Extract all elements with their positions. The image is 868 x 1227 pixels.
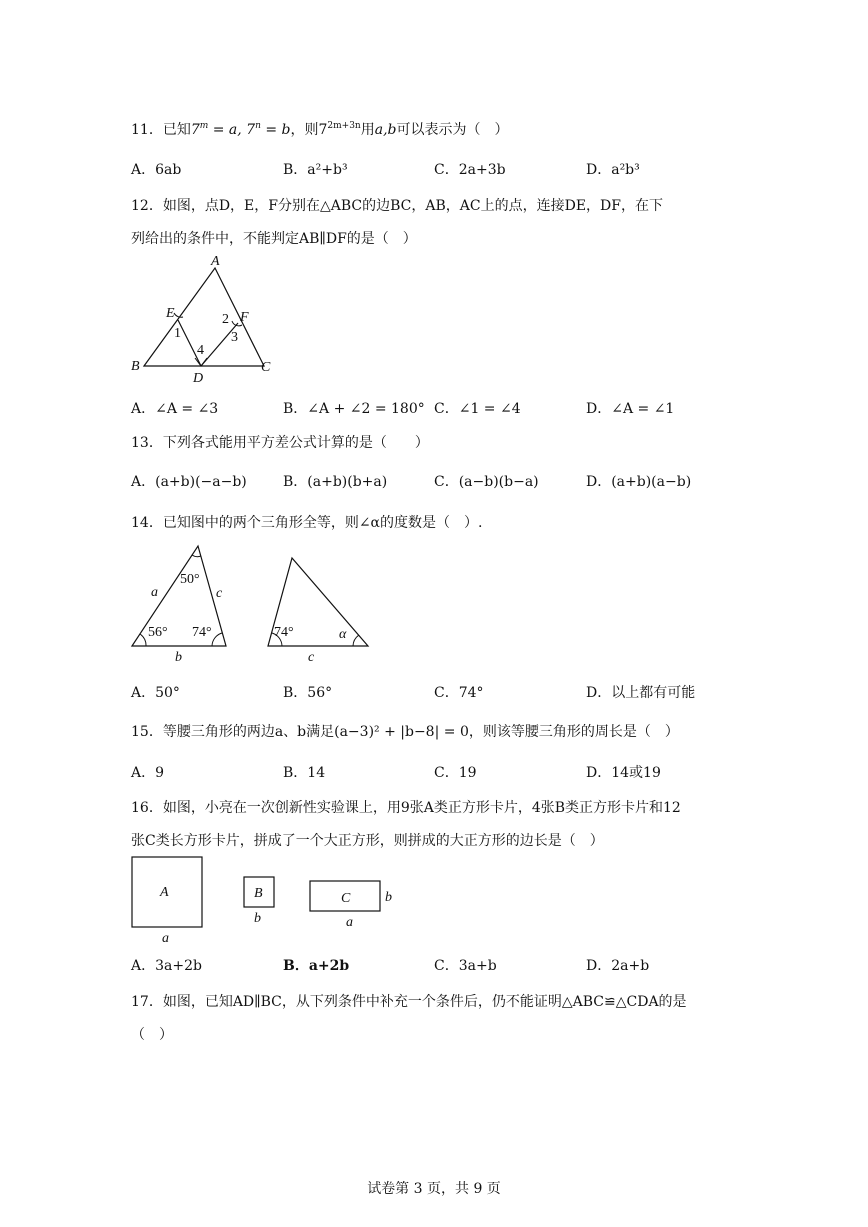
q13-option-d[interactable]: D．(a+b)(a−b) bbox=[586, 474, 692, 490]
q12-option-c[interactable]: C．∠1 = ∠4 bbox=[434, 401, 521, 417]
q16-option-c[interactable]: C．3a+b bbox=[434, 958, 497, 974]
q12-label-2: 2 bbox=[222, 312, 229, 327]
q14-t1-side-c: c bbox=[216, 586, 223, 601]
q11-exp-m: m bbox=[199, 121, 209, 131]
q12-label-a: A bbox=[211, 254, 220, 269]
q16-stem-line2: 张C类长方形卡片，拼成了一个大正方形，则拼成的大正方形的边长是（ ） bbox=[131, 833, 604, 849]
q15-option-d[interactable]: D．14或19 bbox=[586, 765, 661, 781]
q16-option-a[interactable]: A．3a+2b bbox=[131, 958, 202, 974]
q12-label-f: F bbox=[240, 310, 249, 325]
q14-t1-arc-br bbox=[212, 633, 222, 646]
q16-option-d[interactable]: D．2a+b bbox=[586, 958, 650, 974]
q11-base-2: 7 bbox=[318, 122, 328, 138]
q11-exp-2m3n: 2m+3n bbox=[327, 121, 361, 131]
q16-options bbox=[131, 955, 831, 975]
page-footer: 试卷第 3 页，共 9 页 bbox=[367, 1181, 501, 1197]
q14-t2-alpha: α bbox=[339, 627, 347, 642]
q14-t2-left-angle: 74° bbox=[274, 625, 294, 640]
q11-eq-b: = b bbox=[260, 122, 291, 138]
q11-eq-a: = a, 7 bbox=[208, 122, 256, 138]
q14-t2-arc-right bbox=[353, 635, 359, 646]
q11-tail: 用 bbox=[360, 122, 375, 138]
q14-triangles-figure bbox=[128, 543, 378, 668]
q15-stem: 15．等腰三角形的两边a、b满足(a−3)² + |b−8| = 0，则该等腰三角形的周长是（ ） bbox=[131, 724, 679, 740]
q14-t1-side-b: b bbox=[175, 650, 182, 665]
q11-stem-prefix: 11．已知 bbox=[131, 122, 191, 138]
q16-card-c-label: C bbox=[341, 891, 351, 906]
q14-triangle-1 bbox=[132, 546, 226, 646]
q13-option-b[interactable]: B．(a+b)(b+a) bbox=[283, 474, 388, 490]
q14-t1-bl-angle: 56° bbox=[148, 625, 168, 640]
q15-option-a[interactable]: A．9 bbox=[131, 765, 165, 781]
q12-label-d: D bbox=[193, 371, 204, 386]
q11-base: 7 bbox=[190, 122, 200, 138]
q13-stem: 13．下列各式能用平方差公式计算的是（ ） bbox=[131, 435, 429, 451]
q14-t2-side-c: c bbox=[308, 650, 315, 665]
q13-option-c[interactable]: C．(a−b)(b−a) bbox=[434, 474, 539, 490]
q16-stem-line1: 16．如图，小亮在一次创新性实验课上，用9张A类正方形卡片，4张B类正方形卡片和12 bbox=[131, 800, 681, 816]
q12-stem-line2: 列给出的条件中，不能判定AB∥DF的是（ ） bbox=[131, 231, 417, 247]
q15-option-b[interactable]: B．14 bbox=[283, 765, 326, 781]
q11-ab: a,b bbox=[374, 122, 397, 138]
q14-options bbox=[131, 682, 831, 702]
q12-label-3: 3 bbox=[231, 330, 238, 345]
q16-card-c-side-b: b bbox=[385, 890, 392, 905]
q17-stem-line2: （ ） bbox=[131, 1027, 173, 1043]
q12-options bbox=[131, 398, 831, 418]
q12-option-d[interactable]: D．∠A = ∠1 bbox=[586, 401, 675, 417]
q14-stem: 14．已知图中的两个三角形全等，则∠α的度数是（ ）. bbox=[131, 515, 483, 531]
q14-option-c[interactable]: C．74° bbox=[434, 685, 484, 701]
q14-t1-side-a: a bbox=[151, 585, 158, 600]
q12-label-b: B bbox=[131, 359, 140, 374]
q11-exp-n: n bbox=[255, 121, 261, 131]
q12-label-4: 4 bbox=[197, 343, 204, 358]
q14-option-d[interactable]: D．以上都有可能 bbox=[586, 685, 696, 701]
q11-option-c[interactable]: C．2a+3b bbox=[434, 162, 506, 178]
q13-option-a[interactable]: A．(a+b)(−a−b) bbox=[131, 474, 247, 490]
q16-cards-figure bbox=[128, 854, 408, 946]
q12-stem-line1: 12．如图，点D，E，F分别在△ABC的边BC，AB，AC上的点，连接DE，DF，在下 bbox=[131, 198, 663, 214]
q11-option-d[interactable]: D．a²b³ bbox=[586, 162, 640, 178]
q11-end: 可以表示为（ ） bbox=[396, 122, 509, 138]
q12-option-a[interactable]: A．∠A = ∠3 bbox=[131, 401, 219, 417]
q17-stem-line1: 17．如图，已知AD∥BC，从下列条件中补充一个条件后，仍不能证明△ABC≌△CDA的是 bbox=[131, 994, 687, 1010]
q14-option-b[interactable]: B．56° bbox=[283, 685, 333, 701]
q14-t1-arc-top bbox=[192, 555, 201, 557]
q16-card-b-label: B bbox=[254, 886, 263, 901]
q11-mid: ，则 bbox=[290, 122, 319, 138]
q16-card-b-side: b bbox=[254, 911, 261, 926]
q16-card-c-side-a: a bbox=[346, 915, 353, 930]
q14-t1-top-angle: 50° bbox=[180, 572, 200, 587]
q12-option-b[interactable]: B．∠A + ∠2 = 180° bbox=[283, 401, 425, 417]
q12-label-e: E bbox=[166, 306, 175, 321]
q13-options bbox=[131, 471, 831, 491]
q11-stem bbox=[131, 119, 509, 139]
q11-option-a[interactable]: A．6ab bbox=[131, 162, 182, 178]
q15-options bbox=[131, 762, 831, 782]
q11-option-b[interactable]: B．a²+b³ bbox=[283, 162, 348, 178]
q11-options bbox=[131, 159, 831, 179]
q16-card-a-side: a bbox=[162, 931, 169, 946]
q14-option-a[interactable]: A．50° bbox=[131, 685, 180, 701]
q16-option-b[interactable]: B．a+2b bbox=[283, 958, 350, 974]
q12-label-1: 1 bbox=[174, 326, 181, 341]
q12-triangle-figure bbox=[128, 255, 278, 385]
q12-label-c: C bbox=[261, 360, 271, 375]
q14-t1-br-angle: 74° bbox=[192, 625, 212, 640]
q15-option-c[interactable]: C．19 bbox=[434, 765, 477, 781]
q16-card-a-label: A bbox=[160, 885, 169, 900]
q14-t1-arc-bl bbox=[140, 634, 146, 646]
